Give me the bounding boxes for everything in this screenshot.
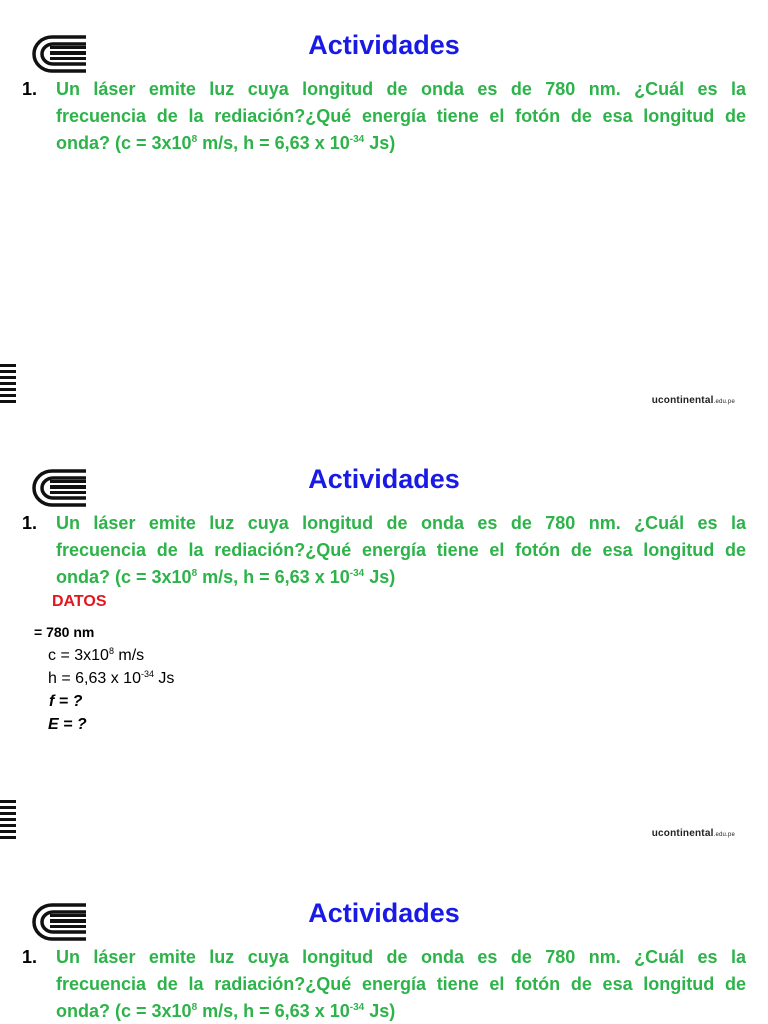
datos-c: $c = 3x10^8$ m/s (48, 646, 145, 664)
question-line-3: onda? ($c = 3x10^8$ m/s, h = 6,63 x $10^{-34}$ Js) (56, 133, 396, 153)
slide-3 (0, 868, 768, 1024)
datos-list (34, 621, 174, 736)
brand-footer: ucontinental.edu.pe (651, 828, 735, 839)
question-number: 1. (22, 513, 38, 533)
question-block (22, 510, 746, 591)
question-block (22, 76, 746, 157)
side-bars-icon (0, 800, 16, 842)
datos-heading: DATOS (52, 593, 107, 610)
question-line-1: Un láser emite luz cuya longitud de onda es de 780 nm. ¿Cuál es la (56, 947, 746, 967)
slide-2 (0, 434, 768, 866)
question-line-2: frecuencia de la rediación?¿Qué energía tiene el fotón de esa longitud de (56, 106, 746, 126)
brand-footer: ucontinental.edu.pe (651, 395, 735, 406)
datos-e: E = ? (48, 716, 87, 733)
datos-lambda: = 780 nm (34, 624, 95, 640)
question-number: 1. (22, 947, 38, 967)
slide-1 (0, 0, 768, 432)
datos-h: h = 6,63 x $10^{-34}$ Js (48, 669, 175, 687)
question-block (22, 944, 746, 1024)
question-number: 1. (22, 79, 38, 99)
slide-title: Actividades (308, 898, 460, 928)
slide-title: Actividades (308, 30, 460, 60)
question-line-2: frecuencia de la radiación?¿Qué energía tiene el fotón de esa longitud de (56, 974, 746, 994)
question-line-1: Un láser emite luz cuya longitud de onda es de 780 nm. ¿Cuál es la (56, 513, 746, 533)
datos-f: f = ? (49, 693, 83, 710)
question-line-3: onda? ($c = 3x10^8$ m/s, h = 6,63 x $10^{-34}$ Js) (56, 1001, 396, 1021)
question-line-1: Un láser emite luz cuya longitud de onda es de 780 nm. ¿Cuál es la (56, 79, 746, 99)
side-bars-icon (0, 364, 16, 406)
slide-title: Actividades (308, 464, 460, 494)
question-line-2: frecuencia de la rediación?¿Qué energía tiene el fotón de esa longitud de (56, 540, 746, 560)
question-line-3: onda? ($c = 3x10^8$ m/s, h = 6,63 x $10^{-34}$ Js) (56, 567, 396, 587)
